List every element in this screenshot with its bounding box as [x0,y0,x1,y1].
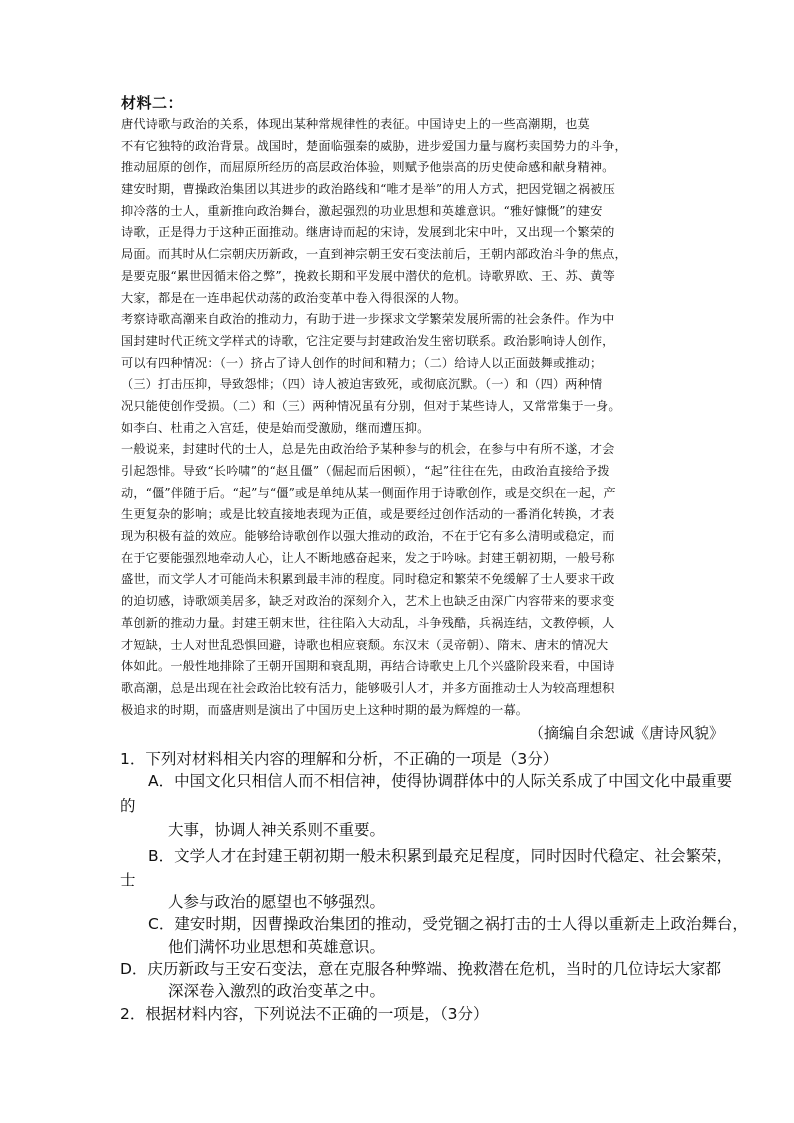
passage-line: 引起怨悱。导致“长吟啸”的“赵且僵”（倔起而后困顿），“起”往往在先，由政治直接给予拨 [121,464,610,478]
question-line: 深深卷入激烈的政治变革之中。 [168,982,386,1000]
passage-line: 国封建时代正统文学样式的诗歌，它注定要与封建政治发生密切联系。政治影响诗人创作， [121,333,615,348]
passage-line: 况只能使创作受损。（二）和（三）两种情况虽有分别，但对于某些诗人，又常常集于一身。 [121,398,621,413]
passage-line: 极追求的时期，而盛唐则是演出了中国历史上这种时期的最为辉煌的一幕。 [121,702,529,717]
passage-line: 革创新的推动力量。封建王朝末世，往往陷入大动乱，斗争残酷，兵祸连结，文教停顿，人 [121,615,615,630]
passage-line: 考察诗歌高潮来自政治的推动力，有助于进一步探求文学繁荣发展所需的社会条件。作为中 [121,312,615,327]
question-line: D．庆历新政与王安石变法，意在克服各种弊端、挽救潜在危机，当时的几位诗坛大家都 [120,960,721,978]
question-line: 大事，协调人神关系则不重要。 [168,821,386,839]
passage-text [121,114,673,721]
passage-line: 可以有四种情况：（一）挤占了诗人创作的时间和精力；（二）给诗人以正面鼓舞或推动； [121,355,603,370]
passage-line: 体如此。一般性地排除了王朝开国期和衰乱期，再结合诗歌史上几个兴盛阶段来看，中国诗 [121,659,615,674]
question-line: 1．下列对材料相关内容的理解和分析，不正确的一项是（3分） [120,750,559,768]
passage-line: 唐代诗歌与政治的关系，体现出某种常规律性的表征。中国诗史上的一些高潮期，也莫 [121,117,590,131]
passage-line: 抑冷落的士人，重新推向政治舞台，激起强烈的功业思想和英雄意识。“雅好慷慨”的建安 [121,203,603,218]
passage-line: 在于它要能强烈地牵动人心，让人不断地感奋起来，发之于吟咏。封建王朝初期，一般号称 [121,550,615,565]
passage-line: 才短缺，士人对世乱恐惧回避，诗歌也相应衰颓。东汉末（灵帝朝）、隋末、唐末的情况大 [121,637,609,652]
passage-line: 诗歌，正是得力于这种正面推动。继唐诗而起的宋诗，发展到北宋中叶，又出现一个繁荣的 [121,225,615,240]
passage-line: 动，“僵”伴随于后。“起”与“僵”或是单纯从某一侧面作用于诗歌创作，或是交织在一起，产 [121,485,616,500]
passage-line: 歌高潮，总是出现在社会政治比较有活力，能够吸引人才，并多方面推动士人为较高理想积 [121,680,615,695]
section-heading: 材料二： [121,94,184,112]
passage-line: 的迫切感，诗歌颂美居多，缺乏对政治的深刻介入，艺术上也缺乏由深广内容带来的要求变 [121,594,615,609]
question-line: 2．根据材料内容，下列说法不正确的一项是，（3分） [120,1005,489,1023]
question-line: B．文学人才在封建王朝初期一般未积累到最充足程度，同时因时代稳定、社会繁荣， [148,847,733,865]
passage-line: 现为积极有益的效应。能够给诗歌创作以强大推动的政治，不在于它有多么清明或稳定，而 [121,529,615,544]
question-line: 的 [120,797,136,815]
question-line: A．中国文化只相信人而不相信神，使得协调群体中的人际关系成了中国文化中最重要 [148,772,733,790]
passage-line: 局面。而其时从仁宗朝庆历新政，一直到神宗朝王安石变法前后，王朝内部政治斗争的焦点， [121,247,627,262]
source-citation: （摘编自余恕诚《唐诗风貌》 [528,724,724,742]
passage-line: 如李白、杜甫之入宫廷，使是始而受激励，继而遭压抑。 [121,420,430,435]
passage-line: 是要克服“累世因循末俗之弊”，挽救长期和平发展中潜伏的危机。诗歌界欧、王、苏、黄等 [121,268,615,283]
passage-line: 推动屈原的创作，而屈原所经历的高层政治体验，则赋予他崇高的历史使命感和献身精神。 [121,160,615,175]
passage-line: 不有它独特的政治背景。战国时，楚面临强秦的威胁，进步爱国力量与腐朽卖国势力的斗争， [121,138,627,153]
passage-line: 盛世，而文学人才可能尚未积累到最丰沛的程度。同时稳定和繁荣不免缓解了士人要求干政 [121,572,615,587]
passage-line: 一般说来，封建时代的士人，总是先由政治给予某种参与的机会，在参与中有所不遂，才会 [121,442,615,457]
question-line: C．建安时期，因曹操政治集团的推动，受党锢之祸打击的士人得以重新走上政治舞台， [148,915,748,933]
question-line: 士 [120,871,136,889]
passage-line: 生更复杂的影响；或是比较直接地表现为正值，或是要经过创作活动的一番消化转换，才表 [121,507,615,522]
question-line: 他们满怀功业思想和英雄意识。 [168,938,386,956]
passage-line: （三）打击压抑，导致怨悱；（四）诗人被迫害致死，或彻底沉默。（一）和（四）两种情 [121,377,603,392]
passage-line: 大家，都是在一连串起伏动荡的政治变革中卷入得很深的人物。 [121,290,467,305]
question-line: 人参与政治的愿望也不够强烈。 [168,893,386,911]
passage-line: 建安时期，曹操政治集团以其进步的政治路线和“唯才是举”的用人方式，把因党锢之祸被压 [121,182,615,197]
